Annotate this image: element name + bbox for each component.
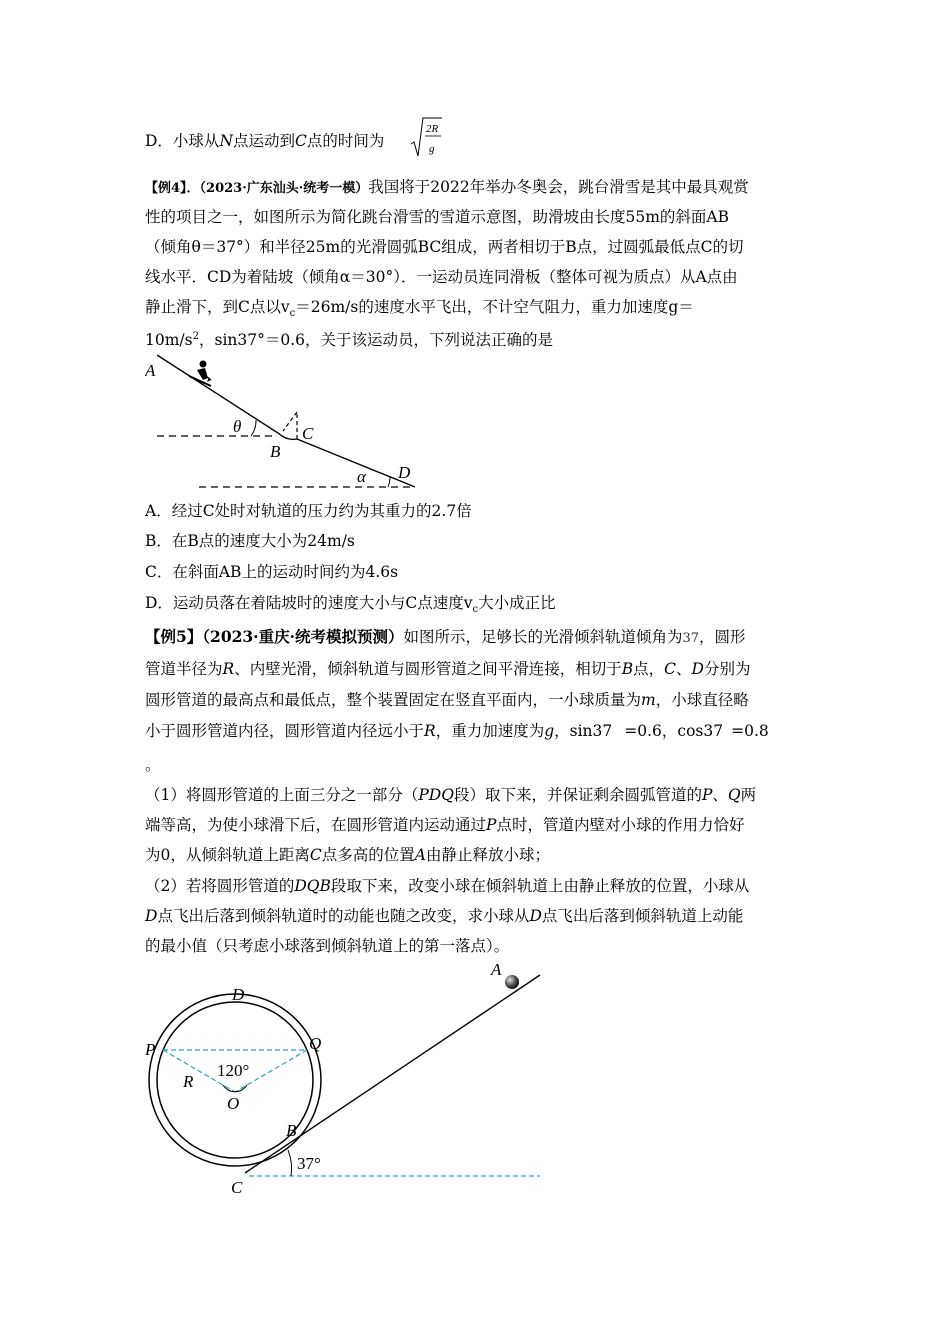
- ex5-q2-line1: （2）若将圆形管道的DQB段取下来，改变小球在倾斜轨道上由静止释放的位置，小球从: [145, 877, 750, 895]
- ex5-line5: 。: [145, 756, 161, 774]
- label-q: Q: [309, 1034, 322, 1053]
- label-theta: θ: [233, 417, 242, 436]
- ex5-line3: 圆形管道的最高点和最低点，整个装置固定在竖直平面内，一小球质量为m，小球直径略: [145, 691, 749, 709]
- label-120-degrees: 120°: [217, 1061, 250, 1080]
- label-37-degrees: 37°: [297, 1154, 321, 1173]
- formula-denominator: g: [429, 143, 435, 155]
- ex5-q1-line3: 为0，从倾斜轨道上距离C点多高的位置A由静止释放小球；: [145, 846, 550, 864]
- label-d: D: [398, 463, 411, 482]
- ex4-option-d: D．运动员落在着陆坡时的速度大小与C点速度$v_c$大小成正比: [145, 594, 556, 616]
- ball-icon: [505, 975, 519, 989]
- ex4-option-c: C．在斜面AB上的运动时间约为4.6s: [145, 563, 399, 581]
- ex5-q2-line3: 的最小值（只考虑小球落到倾斜轨道上的第一落点）。: [145, 937, 510, 955]
- label-b: B: [286, 1121, 297, 1140]
- ex4-line4: 线水平．CD为着陆坡（倾角α＝30°）．一运动员连同滑板（整体可视为质点）从A点由: [145, 268, 738, 286]
- label-b: B: [270, 442, 281, 461]
- ex4-option-b: B．在B点的速度大小为24m/s: [145, 532, 355, 550]
- ex4-line5: 静止滑下，到C点以$v_c=26m/s$的速度水平飞出，不计空气阻力，重力加速度g＝: [145, 298, 694, 320]
- label-a: A: [145, 361, 156, 380]
- ex4-line1: 【例4】．（2023·广东汕头·统考一模）我国将于2022年举办冬奥会，跳台滑雪是其中最具观赏: [145, 178, 749, 196]
- label-a: A: [491, 960, 502, 979]
- sqrt-formula: [409, 114, 443, 160]
- arc-bc: [278, 433, 297, 439]
- label-alpha: α: [357, 467, 366, 486]
- ex4-line2: 性的项目之一，如图所示为简化跳台滑雪的雪道示意图，助滑坡由长度55m的斜面AB: [145, 208, 730, 226]
- formula-numerator: 2R: [426, 123, 439, 135]
- ex4-heading: 【例4】．（2023·广东汕头·统考一模）: [145, 181, 369, 196]
- ex4-line6: $10m/s^2$，sin37°＝0.6，关于该运动员，下列说法正确的是: [145, 331, 554, 350]
- ski-jump-figure: [145, 350, 435, 495]
- label-r: R: [183, 1072, 194, 1091]
- ex5-line4: 小于圆形管道内径，圆形管道内径远小于R，重力加速度为g，sin37 =0.6，cos37 =0.8: [145, 722, 769, 740]
- ex5-line2: 管道半径为R、内壁光滑，倾斜轨道与圆形管道之间平滑连接，相切于B点，C、D分别为: [145, 660, 751, 678]
- ex5-q1-line1: （1）将圆形管道的上面三分之一部分（PDQ段）取下来，并保证剩余圆弧管道的P、Q两: [145, 786, 757, 804]
- label-p: P: [145, 1040, 156, 1059]
- label-d: D: [232, 985, 245, 1004]
- prev-option-d: D．小球从N点运动到C点的时间为: [145, 132, 385, 150]
- ex5-line1: 【例5】（2023·重庆·统考模拟预测）如图所示，足够长的光滑倾斜轨道倾角为37，圆形: [145, 627, 746, 646]
- label-c: C: [302, 424, 314, 443]
- ex4-option-a: A．经过C处时对轨道的压力约为其重力的2.7倍: [145, 502, 472, 520]
- slope-ab: [157, 355, 278, 433]
- ex4-line3: （倾角θ＝37°）和半径25m的光滑圆弧BC组成，两者相切于B点，过圆弧最低点C的切: [145, 238, 744, 256]
- tube-outer-circle: [149, 994, 321, 1166]
- ex5-q1-line2: 端等高，为使小球滑下后，在圆形管道内运动通过P点时，管道内壁对小球的作用力恰好: [145, 816, 745, 834]
- ex5-heading: 【例5】（2023·重庆·统考模拟预测）: [145, 627, 404, 646]
- label-c: C: [231, 1178, 243, 1197]
- label-o: O: [227, 1094, 240, 1113]
- circular-tube-figure: [145, 955, 555, 1205]
- inclined-track: [245, 975, 540, 1173]
- ex5-q2-line2: D点飞出后落到倾斜轨道时的动能也随之改变，求小球从D点飞出后落到倾斜轨道上动能: [145, 907, 744, 925]
